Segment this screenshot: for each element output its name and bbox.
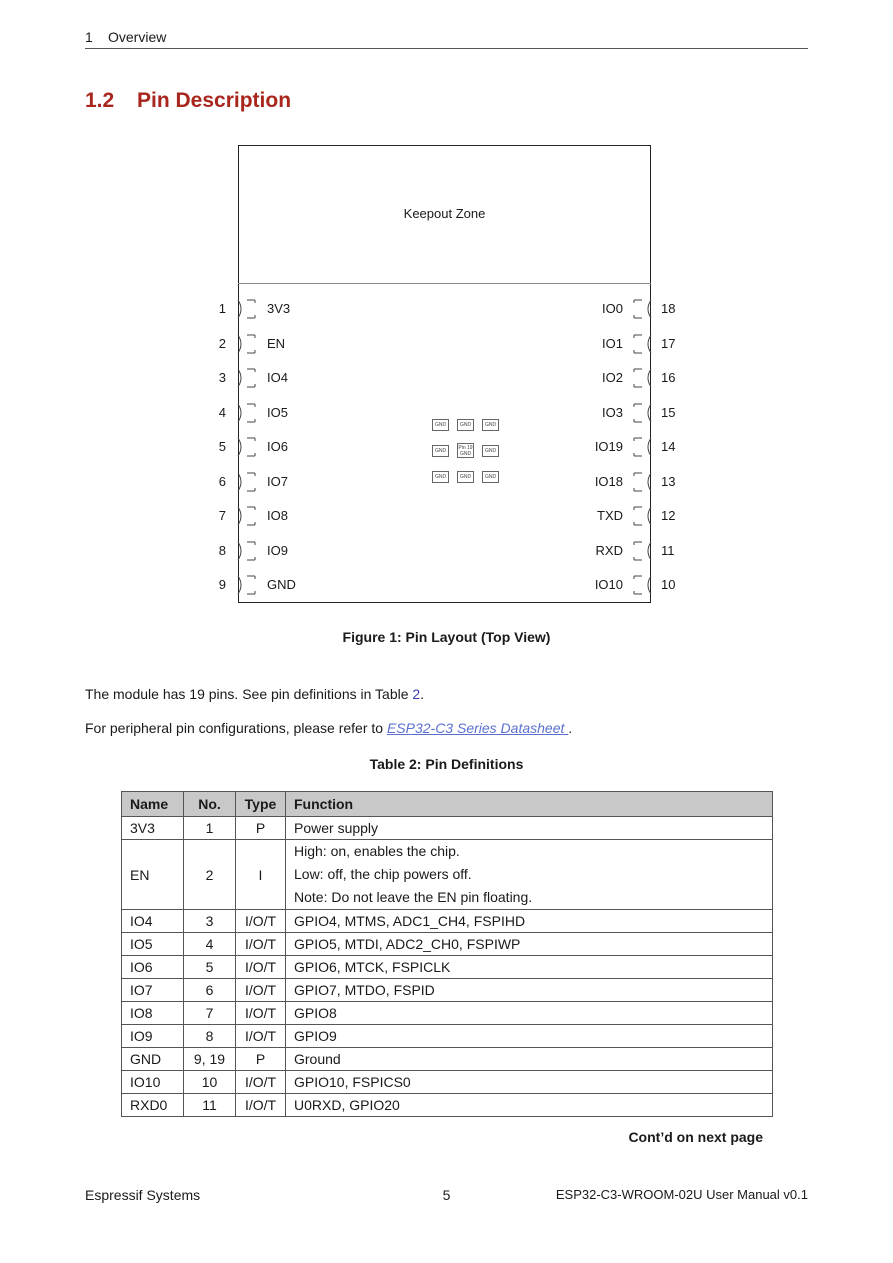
cell-type: I/O/T xyxy=(236,1025,286,1048)
pin-label: GND xyxy=(267,577,296,592)
pin-pad-icon xyxy=(235,403,259,423)
pin-number: 11 xyxy=(661,542,675,558)
pin-pad-icon xyxy=(630,575,654,595)
pin-label: IO4 xyxy=(267,370,288,385)
footer-document-title: ESP32-C3-WROOM-02U User Manual v0.1 xyxy=(555,1187,808,1202)
pin-pad-icon xyxy=(235,506,259,526)
cell-no: 6 xyxy=(184,979,236,1002)
keepout-boundary xyxy=(238,283,651,284)
function-line: GPIO7, MTDO, FSPID xyxy=(294,982,435,998)
paragraph-text-end: . xyxy=(568,720,573,736)
table-row xyxy=(122,956,773,979)
cell-type: I/O/T xyxy=(236,1094,286,1117)
paragraph-pin-count xyxy=(85,686,424,702)
cell-name: EN xyxy=(122,840,184,910)
header-type: Type xyxy=(236,792,286,817)
cell-function xyxy=(286,1094,773,1117)
header-function: Function xyxy=(286,792,773,817)
cell-type: I/O/T xyxy=(236,979,286,1002)
cell-no: 8 xyxy=(184,1025,236,1048)
section-number: 1.2 xyxy=(85,89,115,112)
pin-number: 3 xyxy=(218,370,226,385)
pin-pad-icon xyxy=(235,541,259,561)
gnd-pad: GND xyxy=(457,471,474,483)
pin-number: 5 xyxy=(218,439,226,454)
pin-pad-icon xyxy=(235,368,259,388)
pin-number: 2 xyxy=(218,335,226,351)
pin-pad-icon xyxy=(630,472,654,492)
pin-pad-icon xyxy=(630,403,654,423)
function-line: Power supply xyxy=(294,820,379,836)
cell-no: 10 xyxy=(184,1071,236,1094)
cell-type: I/O/T xyxy=(236,1002,286,1025)
function-line: Note: Do not leave the EN pin floating. xyxy=(294,889,533,905)
cell-no: 3 xyxy=(184,910,236,933)
pin-number: 7 xyxy=(218,508,226,523)
table-header-row xyxy=(122,792,773,817)
cell-function xyxy=(286,910,773,933)
pin-number: 16 xyxy=(661,370,676,385)
gnd-pad: GND xyxy=(457,419,474,431)
cell-no: 5 xyxy=(184,956,236,979)
cell-no: 1 xyxy=(184,817,236,840)
table-row xyxy=(122,1071,773,1094)
chapter-number: 1 xyxy=(85,29,93,45)
function-line: GPIO5, MTDI, ADC2_CH0, FSPIWP xyxy=(294,936,521,952)
pin-definitions-table xyxy=(121,791,773,1117)
cell-name: IO5 xyxy=(122,933,184,956)
function-line: Low: off, the chip powers off. xyxy=(294,866,472,882)
cell-type: I xyxy=(236,840,286,910)
pin-pad-icon xyxy=(630,437,654,457)
cell-function xyxy=(286,840,773,910)
pin-pad-icon xyxy=(235,334,259,354)
cell-no: 2 xyxy=(184,840,236,910)
cell-name: 3V3 xyxy=(122,817,184,840)
center-gnd-pad: Pin 19 GND xyxy=(458,445,473,457)
cell-no: 7 xyxy=(184,1002,236,1025)
gnd-pad: GND xyxy=(432,419,449,431)
cell-type: I/O/T xyxy=(236,956,286,979)
figure-caption: Figure 1: Pin Layout (Top View) xyxy=(342,629,551,645)
pin-number: 6 xyxy=(218,473,226,489)
pin-label: IO1 xyxy=(602,335,623,351)
cell-no: 11 xyxy=(184,1094,236,1117)
pin-pad-icon xyxy=(630,368,654,388)
cell-type: I/O/T xyxy=(236,910,286,933)
cell-function xyxy=(286,1025,773,1048)
function-line: Ground xyxy=(294,1051,341,1067)
pin-pad-icon xyxy=(630,334,654,354)
table-row xyxy=(122,817,773,840)
pin-label: IO6 xyxy=(267,439,288,454)
cell-function xyxy=(286,1071,773,1094)
function-line: GPIO4, MTMS, ADC1_CH4, FSPIHD xyxy=(294,913,526,929)
gnd-pad: GND xyxy=(482,445,499,457)
function-line: GPIO10, FSPICS0 xyxy=(294,1074,411,1090)
pin-number: 17 xyxy=(661,335,676,351)
pin-number: 12 xyxy=(661,508,676,523)
pin-number: 15 xyxy=(661,404,676,420)
paragraph-text: For peripheral pin configurations, please refer to xyxy=(85,720,387,736)
cell-type: P xyxy=(236,817,286,840)
pin-pad-icon xyxy=(235,437,259,457)
cell-type: I/O/T xyxy=(236,1071,286,1094)
pin-number: 4 xyxy=(218,404,226,420)
pin-pad-icon xyxy=(630,299,654,319)
pin-pad-icon xyxy=(235,472,259,492)
paragraph-text-end: . xyxy=(420,686,425,702)
pin-label: IO8 xyxy=(267,508,288,523)
gnd-pad: GND xyxy=(432,471,449,483)
cell-name: IO8 xyxy=(122,1002,184,1025)
pin-number: 10 xyxy=(661,577,676,592)
pin-pad-icon xyxy=(630,541,654,561)
section-title: Pin Description xyxy=(137,89,292,112)
paragraph-text: The module has 19 pins. See pin definitions in Table xyxy=(85,686,413,702)
cell-name: IO10 xyxy=(122,1071,184,1094)
cell-function xyxy=(286,1048,773,1071)
chapter-title: Overview xyxy=(108,29,167,45)
cell-function xyxy=(286,817,773,840)
cell-name: GND xyxy=(122,1048,184,1071)
pin-label: IO3 xyxy=(602,404,623,420)
pin-pad-icon xyxy=(235,299,259,319)
pin-label: IO9 xyxy=(267,542,288,558)
paragraph-peripheral-config xyxy=(85,720,572,736)
pin-label: IO7 xyxy=(267,473,288,489)
cell-type: P xyxy=(236,1048,286,1071)
cell-function xyxy=(286,956,773,979)
continued-note: Cont’d on next page xyxy=(628,1129,763,1145)
pin-label: IO0 xyxy=(602,301,623,316)
header-name: Name xyxy=(122,792,184,817)
pin-number: 9 xyxy=(218,577,226,592)
table-row xyxy=(122,910,773,933)
footer-company: Espressif Systems xyxy=(85,1187,201,1203)
pin-label: EN xyxy=(267,335,286,351)
function-line: High: on, enables the chip. xyxy=(294,843,460,859)
cell-name: IO7 xyxy=(122,979,184,1002)
table-caption: Table 2: Pin Definitions xyxy=(369,756,524,772)
datasheet-link[interactable]: ESP32-C3 Series Datasheet xyxy=(386,720,569,736)
footer-page-number: 5 xyxy=(442,1187,451,1203)
gnd-pad: GND xyxy=(432,445,449,457)
pin-label: IO19 xyxy=(594,439,623,454)
function-line: GPIO9 xyxy=(294,1028,337,1044)
table-row xyxy=(122,1025,773,1048)
pin-number: 13 xyxy=(661,473,676,489)
cell-no: 4 xyxy=(184,933,236,956)
table-row xyxy=(122,840,773,910)
table-row xyxy=(122,1048,773,1071)
table-row xyxy=(122,1002,773,1025)
pin-pad-icon xyxy=(235,575,259,595)
table-body xyxy=(122,817,773,1117)
function-line: GPIO6, MTCK, FSPICLK xyxy=(294,959,451,975)
pin-pad-icon xyxy=(630,506,654,526)
table-reference-link[interactable]: 2 xyxy=(412,686,421,702)
cell-name: RXD0 xyxy=(122,1094,184,1117)
cell-function xyxy=(286,933,773,956)
pin-number: 14 xyxy=(661,439,676,454)
cell-name: IO6 xyxy=(122,956,184,979)
pin-number: 8 xyxy=(218,542,226,558)
cell-function xyxy=(286,979,773,1002)
pin-label: 3V3 xyxy=(267,301,291,316)
cell-type: I/O/T xyxy=(236,933,286,956)
table-row xyxy=(122,933,773,956)
keepout-zone-label: Keepout Zone xyxy=(403,206,486,221)
cell-name: IO9 xyxy=(122,1025,184,1048)
function-line: U0RXD, GPIO20 xyxy=(294,1097,400,1113)
cell-function xyxy=(286,1002,773,1025)
pin-label: IO2 xyxy=(602,370,623,385)
cell-no: 9, 19 xyxy=(184,1048,236,1071)
function-line: GPIO8 xyxy=(294,1005,337,1021)
table-row xyxy=(122,1094,773,1117)
table-row xyxy=(122,979,773,1002)
gnd-pad: GND xyxy=(482,419,499,431)
pin-label: IO5 xyxy=(267,404,288,420)
cell-name: IO4 xyxy=(122,910,184,933)
pin-label: IO10 xyxy=(594,577,623,592)
pin-label: TXD xyxy=(597,508,623,523)
pin-number: 18 xyxy=(661,301,676,316)
header-no: No. xyxy=(184,792,236,817)
gnd-pad: GND xyxy=(482,471,499,483)
page-header xyxy=(85,27,808,49)
pin-label: RXD xyxy=(595,542,623,558)
pin-number: 1 xyxy=(218,301,226,316)
pin-label: IO18 xyxy=(594,473,623,489)
